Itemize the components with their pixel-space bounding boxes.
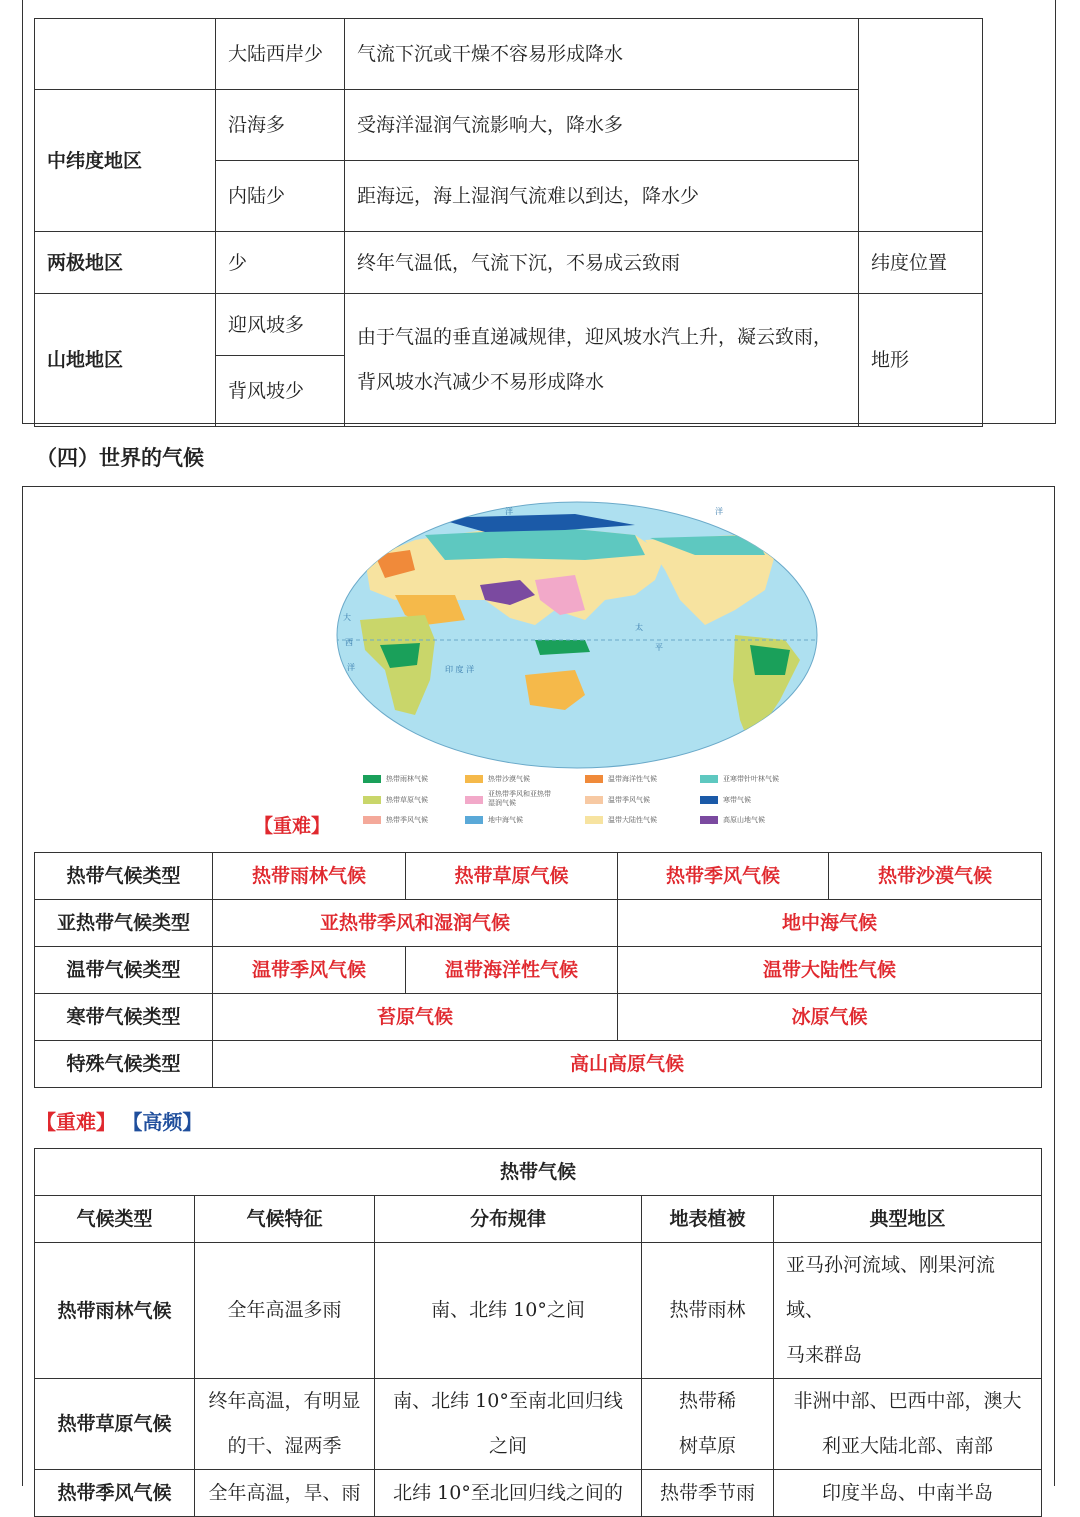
sub-cell: 内陆少: [216, 161, 345, 232]
table-title-row: [35, 1149, 1042, 1196]
cell-line: 热带雨林: [669, 1299, 746, 1321]
map-label: 印 度 洋: [445, 665, 475, 674]
legend-swatch: [465, 775, 483, 783]
climate-cell: 热带雨林气候: [213, 853, 406, 900]
region-cell: [774, 1243, 1042, 1379]
table-row: [35, 1041, 1042, 1088]
column-header: 典型地区: [774, 1196, 1042, 1243]
climate-cell: 热带草原气候: [406, 853, 618, 900]
header-row: [35, 1196, 1042, 1243]
map-label: 大: [343, 613, 351, 622]
table-row: [35, 1243, 1042, 1379]
vegetation-cell: [642, 1243, 774, 1379]
reason-cell: 终年气温低，气流下沉，不易成云致雨: [345, 232, 859, 294]
key-hard-tag: 【重难】: [36, 1110, 116, 1134]
factor-cell: 纬度位置: [859, 232, 983, 294]
distribution-cell: 北纬 10°至北回归线之间的: [375, 1470, 642, 1517]
legend-swatch: [363, 796, 381, 804]
table-row: [35, 947, 1042, 994]
climate-cell: 热带季风气候: [618, 853, 829, 900]
climate-cell: 温带大陆性气候: [618, 947, 1042, 994]
climate-cell: 冰原气候: [618, 994, 1042, 1041]
table-row: [35, 19, 983, 90]
legend-item: 寒带气候: [700, 796, 751, 805]
legend-swatch: [585, 775, 603, 783]
climate-type-cell: 热带雨林气候: [35, 1243, 195, 1379]
table-row: [35, 294, 983, 356]
climate-cell: 苔原气候: [213, 994, 618, 1041]
cell-line: 之间: [488, 1435, 527, 1457]
sub-cell: 迎风坡多: [216, 294, 345, 356]
legend-swatch: [465, 796, 483, 804]
climate-cell: 亚热带季风和湿润气候: [213, 900, 618, 947]
legend-item: 温带大陆性气候: [585, 816, 657, 825]
cell-line: 亚马孙河流域、刚果河流域、: [786, 1254, 996, 1321]
cell-line: 南、北纬 10°至南北回归线: [393, 1390, 623, 1412]
sub-cell: 大陆西岸少: [216, 19, 345, 90]
legend-item: 地中海气候: [465, 816, 523, 825]
reason-cell: 距海远，海上湿润气流难以到达，降水少: [345, 161, 859, 232]
reason-line: 由于气温的垂直递减规律，迎风坡水汽上升，凝云致雨，: [357, 326, 833, 348]
frequent-tag: 【高频】: [122, 1110, 203, 1134]
map-label: 西: [345, 638, 353, 647]
region-cell: [774, 1379, 1042, 1470]
legend-swatch: [585, 816, 603, 824]
sub-cell: 背风坡少: [216, 356, 345, 427]
legend-item: 温带季风气候: [585, 796, 650, 805]
sub-cell: 少: [216, 232, 345, 294]
climate-types-table: [34, 852, 1042, 1088]
table-row: [35, 994, 1042, 1041]
climate-type-cell: 热带季风气候: [35, 1470, 195, 1517]
row-label: 温带气候类型: [35, 947, 213, 994]
table-row: [35, 90, 983, 161]
climate-cell: 地中海气候: [618, 900, 1042, 947]
reason-cell: 气流下沉或干燥不容易形成降水: [345, 19, 859, 90]
feature-cell: [195, 1379, 375, 1470]
feature-cell: 全年高温，旱、雨: [195, 1470, 375, 1517]
table-title: 热带气候: [35, 1149, 1042, 1196]
cell-line: 的干、湿两季: [227, 1435, 342, 1457]
table-row: [35, 1379, 1042, 1470]
row-label: 寒带气候类型: [35, 994, 213, 1041]
column-header: 分布规律: [375, 1196, 642, 1243]
cell-line: 南、北纬 10°之间: [431, 1299, 585, 1321]
climate-cell: 热带沙漠气候: [829, 853, 1042, 900]
row-label: 热带气候类型: [35, 853, 213, 900]
region-cell: 中纬度地区: [35, 90, 216, 232]
region-cell: 印度半岛、中南半岛: [774, 1470, 1042, 1517]
factor-cell: [859, 19, 983, 232]
table-row: [35, 853, 1042, 900]
cell-line: 树草原: [678, 1435, 736, 1457]
factor-cell: 地形: [859, 294, 983, 427]
region-cell: 两极地区: [35, 232, 216, 294]
tropical-climate-table: [34, 1148, 1042, 1517]
column-header: 地表植被: [642, 1196, 774, 1243]
map-label: 洋: [347, 663, 355, 672]
table-row: [35, 900, 1042, 947]
legend-item: 热带雨林气候: [363, 775, 428, 784]
legend-item: 高原山地气候: [700, 816, 765, 825]
cell-line: 全年高温多雨: [227, 1299, 342, 1321]
legend-item: 亚热带季风和亚热带湿润气候: [465, 790, 565, 808]
sub-cell: 沿海多: [216, 90, 345, 161]
legend-item: 热带草原气候: [363, 796, 428, 805]
cell-line: 非洲中部、巴西中部，澳大: [793, 1390, 1022, 1412]
legend-item: 热带沙漠气候: [465, 775, 530, 784]
page-frame-left: [22, 0, 23, 424]
legend-swatch: [363, 775, 381, 783]
column-header: 气候类型: [35, 1196, 195, 1243]
legend-swatch: [585, 796, 603, 804]
vegetation-cell: [642, 1379, 774, 1470]
cell-line: 热带稀: [678, 1390, 736, 1412]
column-header: 气候特征: [195, 1196, 375, 1243]
tags-row: [36, 1106, 202, 1135]
climate-cell: 温带季风气候: [213, 947, 406, 994]
cell-line: 马来群岛: [786, 1344, 863, 1366]
row-label: 特殊气候类型: [35, 1041, 213, 1088]
legend-swatch: [700, 796, 718, 804]
legend-swatch: [700, 775, 718, 783]
feature-cell: [195, 1243, 375, 1379]
page-frame-right: [1055, 0, 1056, 424]
map-label: 洋: [505, 507, 513, 516]
map-label: 太: [635, 623, 643, 632]
region-cell: [35, 19, 216, 90]
vegetation-cell: 热带季节雨: [642, 1470, 774, 1517]
reason-cell: 受海洋湿润气流影响大，降水多: [345, 90, 859, 161]
legend-swatch: [363, 816, 381, 824]
distribution-cell: [375, 1243, 642, 1379]
climate-cell: 温带海洋性气候: [406, 947, 618, 994]
legend-item: 亚寒带针叶林气候: [700, 775, 779, 784]
map-label: 平: [655, 643, 663, 652]
climate-cell: 高山高原气候: [213, 1041, 1042, 1088]
distribution-cell: [375, 1379, 642, 1470]
reason-cell: [345, 294, 859, 427]
row-label: 亚热带气候类型: [35, 900, 213, 947]
legend-item: 温带海洋性气候: [585, 775, 657, 784]
map-label: 洋: [715, 507, 723, 516]
section-title: （四）世界的气候: [36, 446, 204, 470]
precipitation-table: [34, 18, 983, 427]
cell-line: 终年高温，有明显: [208, 1390, 361, 1412]
legend-swatch: [465, 816, 483, 824]
region-cell: 山地地区: [35, 294, 216, 427]
cell-line: 利亚大陆北部、南部: [821, 1435, 993, 1457]
legend-item: 热带季风气候: [363, 816, 428, 825]
table-row: [35, 1470, 1042, 1517]
climate-type-cell: 热带草原气候: [35, 1379, 195, 1470]
table-row: [35, 232, 983, 294]
legend-swatch: [700, 816, 718, 824]
reason-line: 背风坡水汽减少不易形成降水: [357, 371, 605, 393]
key-hard-tag: 【重难】: [254, 815, 331, 837]
world-climate-map: [335, 500, 820, 770]
amazon-rainforest: [750, 645, 790, 675]
